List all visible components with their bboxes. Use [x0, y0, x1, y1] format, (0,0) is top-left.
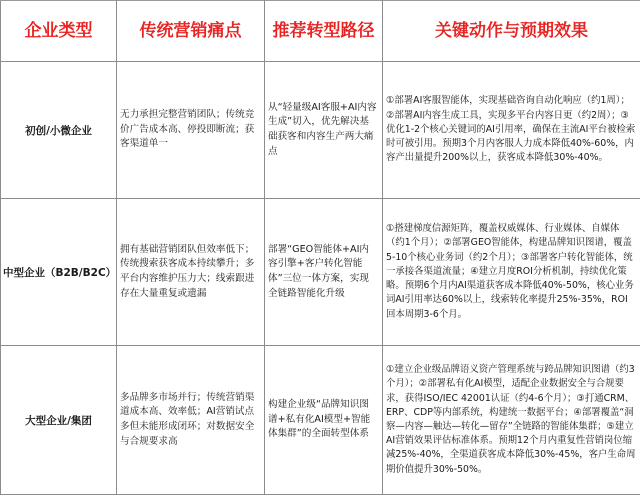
enterprise-type-cell: 大型企业/集团 [1, 346, 117, 495]
table-row [1, 62, 640, 199]
header-row [1, 1, 640, 62]
pain-points-cell: 无力承担完整营销团队；传统竞价广告成本高、停投即断流；获客渠道单一 [117, 62, 265, 199]
enterprise-type-cell: 中型企业（B2B/B2C） [1, 199, 117, 346]
path-cell: 构建企业级“品牌知识图谱+私有化AI模型+智能体集群”的全面转型体系 [265, 346, 383, 495]
pain-points-cell: 多品牌多市场并行；传统营销渠道成本高、效率低；AI营销试点多但未能形成闭环；对数据安全与合规要求高 [117, 346, 265, 495]
table-row [1, 346, 640, 495]
enterprise-type-cell: 初创/小微企业 [1, 62, 117, 199]
table-row [1, 199, 640, 346]
header-recommended-path: 推荐转型路径 [265, 1, 383, 62]
path-cell: 从“轻量级AI客服+AI内容生成”切入，优先解决基础获客和内容生产两大痛点 [265, 62, 383, 199]
pain-points-cell: 拥有基础营销团队但效率低下；传统搜索获客成本持续攀升；多平台内容维护压力大；线索跟进存在大量重复或遗漏 [117, 199, 265, 346]
header-key-actions: 关键动作与预期效果 [383, 1, 640, 62]
header-traditional-pain-points: 传统营销痛点 [117, 1, 265, 62]
actions-cell: ①建立企业级品牌语义资产管理系统与跨品牌知识图谱（约3个月）；②部署私有化AI模型，适配企业数据安全与合规要求，获得ISO/IEC 42001认证（约4-6个月）；③打通CRM、ERP、CDP等内部系统，构建统一数据平台；④部署覆盖“洞察—内容—触达—转化—留存”全链路的智能体集群；⑤建立AI营销效果评估标准体系。预期12个月内重复性营销岗位缩减25%-40%，全渠道获客成本降低30%-45%，客户生命周期价值提升30%-50%。 [383, 346, 640, 495]
path-cell: 部署“GEO智能体+AI内容引擎+客户转化智能体”三位一体方案，实现全链路智能化升级 [265, 199, 383, 346]
actions-cell: ①搭建梯度信源矩阵，覆盖权威媒体、行业媒体、自媒体（约1个月）；②部署GEO智能体，构建品牌知识图谱，覆盖5-10个核心业务词（约2个月）；③部署客户转化智能体，统一承接各渠道流量；④建立月度ROI分析机制，持续优化策略。预期6个月内AI渠道获客成本降低40%-50%，核心业务词AI引用率达60%以上，线索转化率提升25%-35%，ROI回本周期3-6个月。 [383, 199, 640, 346]
header-enterprise-type: 企业类型 [1, 1, 117, 62]
actions-cell: ①部署AI客服智能体，实现基础咨询自动化响应（约1周）；②部署AI内容生成工具，实现多平台内容日更（约2周）；③优化1-2个核心关键词的AI引用率，确保在主流AI平台被检索时可被引用。预期3个月内客服人力成本降低40%-60%，内容产出量提升200%以上，获客成本降低30%-40%。 [383, 62, 640, 199]
